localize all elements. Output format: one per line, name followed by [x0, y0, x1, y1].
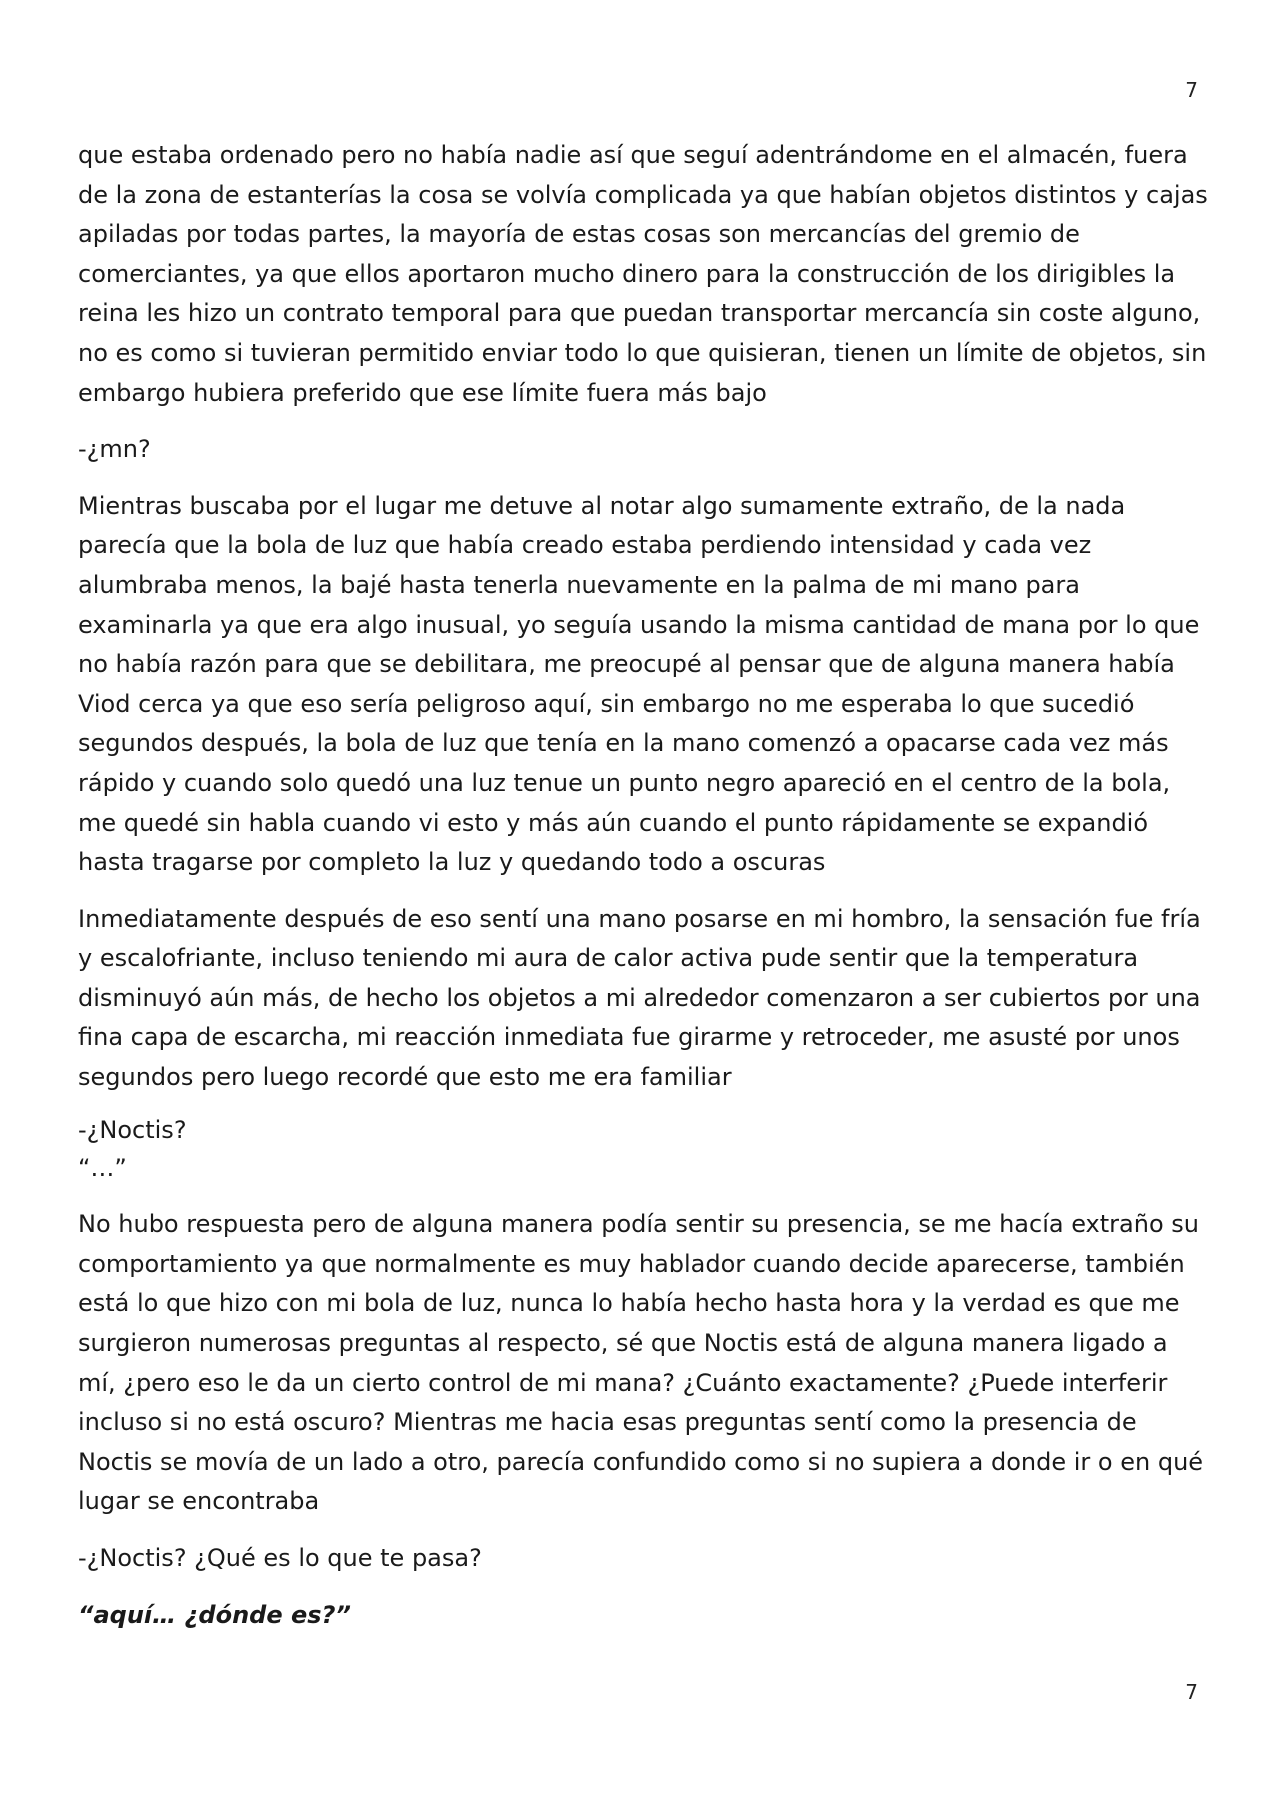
body-text — [78, 136, 1208, 1652]
paragraph-3: Mientras buscaba por el lugar me detuve al notar algo sumamente extraño, de la nada parecía que la bola de luz que había creado estaba perdiendo intensidad y cada vez alumbraba menos, la bajé hasta tenerla nuevamente en la palma de mi mano para examinarla ya que era algo inusual, yo seguía usando la misma cantidad de mana por lo que no había razón para que se debilitara, me preocupé al pensar que de alguna manera había Viod cerca ya que eso sería peligroso aquí, sin embargo no me esperaba lo que sucedió segundos después, la bola de luz que tenía en la mano comenzó a opacarse cada vez más rápido y cuando solo quedó una luz tenue un punto negro apareció en el centro de la bola, me quedé sin habla cuando vi esto y más aún cuando el punto rápidamente se expandió hasta tragarse por completo la luz y quedando todo a oscuras — [78, 491, 1200, 877]
paragraph-6: “…” — [78, 1153, 127, 1182]
paragraph-2: -¿mn? — [78, 435, 151, 464]
paragraph-1: que estaba ordenado pero no había nadie así que seguí adentrándome en el almacén, fuera de la zona de estanterías la cosa se volvía complicada ya que habían objetos distintos y cajas apiladas por todas partes, la mayoría de estas cosas son mercancías del gremio de comerciantes, ya que ellos aportaron mucho dinero para la construcción de los dirigibles la reina les hizo un contrato temporal para que puedan transportar mercancía sin coste alguno, no es como si tuvieran permitido enviar todo lo que quisieran, tienen un límite de objetos, sin embargo hubiera preferido que ese límite fuera más bajo — [78, 141, 1208, 407]
paragraph-4: Inmediatamente después de eso sentí una mano posarse en mi hombro, la sensación fue fría y escalofriante, incluso teniendo mi aura de calor activa pude sentir que la temperatura disminuyó aún más, de hecho los objetos a mi alrededor comenzaron a ser cubiertos por una fina capa de escarcha, mi reacción inmediata fue girarme y retroceder, me asusté por unos segundos pero luego recordé que esto me era familiar — [78, 904, 1201, 1092]
paragraph-8: -¿Noctis? ¿Qué es lo que te pasa? — [78, 1544, 482, 1572]
page-number-bottom: 7 — [1185, 1680, 1198, 1704]
paragraph-7: No hubo respuesta pero de alguna manera podía sentir su presencia, se me hacía extraño su comportamiento ya que normalmente es muy hablador cuando decide aparecerse, también está lo que hizo con mi bola de luz, nunca lo había hecho hasta hora y la verdad es que me surgieron numerosas preguntas al respecto, sé que Noctis está de alguna manera ligado a mí, ¿pero eso le da un cierto control de mi mana? ¿Cuánto exactamente? ¿Puede interferir incluso si no está oscuro? Mientras me hacia esas preguntas sentí como la presencia de Noctis se movía de un lado a otro, parecía confundido como si no supiera a donde ir o en qué lugar se encontraba — [78, 1210, 1204, 1516]
paragraph-9: “aquí… ¿dónde es?” — [78, 1600, 351, 1629]
paragraph-5: -¿Noctis? — [78, 1115, 187, 1144]
page-number-top: 7 — [1185, 78, 1198, 102]
